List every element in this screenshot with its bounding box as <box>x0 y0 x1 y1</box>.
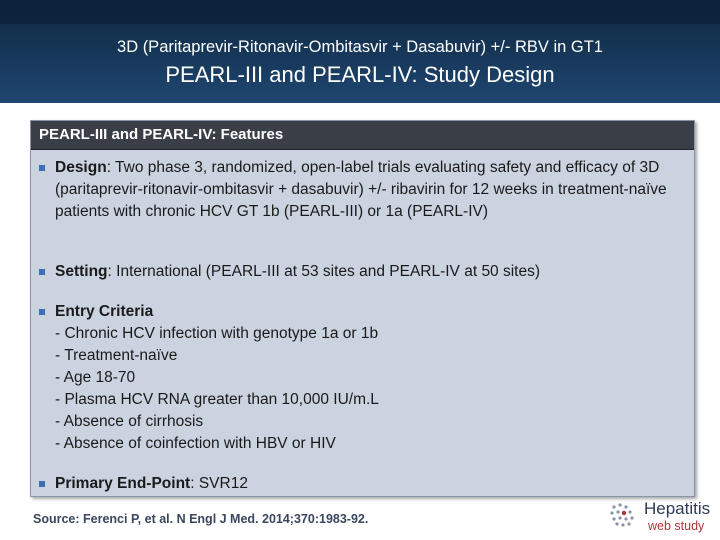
source-citation: Source: Ferenci P, et al. N Engl J Med. 2014;370:1983-92. <box>33 512 369 526</box>
design-label: Design <box>55 159 107 176</box>
entry-label: Entry Criteria <box>55 303 154 320</box>
bullet-marker <box>39 165 45 171</box>
slide-subtitle: 3D (Paritaprevir-Ritonavir-Ombitasvir + Dasabuvir) +/- RBV in GT1 <box>117 38 603 56</box>
entry-item: - Age 18-70 <box>55 369 136 386</box>
hepatitis-web-study-logo <box>608 498 712 536</box>
logo-text-web-study: web study <box>648 519 705 533</box>
entry-item: - Treatment-naïve <box>55 347 178 364</box>
bullet-primary-endpoint <box>39 473 248 495</box>
logo-dots-icon <box>608 501 638 531</box>
entry-item: - Chronic HCV infection with genotype 1a or 1b <box>55 325 379 342</box>
logo-text-hepatitis: Hepatitis <box>644 499 711 518</box>
setting-label: Setting <box>55 263 108 280</box>
bullet-marker <box>39 481 45 487</box>
bullet-entry-criteria <box>39 301 379 455</box>
header-stripe <box>0 0 720 24</box>
design-text: : Two phase 3, randomized, open-label trials evaluating safety and efficacy of 3D (paritaprevir-ritonavir-ombitasvir + dasabuvir) +/- ribavirin for 12 weeks in treatment-naïve patients with chronic HCV GT 1b (PEARL-III) or 1a (PEARL-IV) <box>55 159 667 220</box>
features-panel <box>30 120 695 497</box>
endpoint-text: : SVR12 <box>190 475 248 492</box>
slide-header <box>0 0 720 103</box>
entry-item: - Absence of cirrhosis <box>55 413 204 430</box>
bullet-marker <box>39 309 45 315</box>
panel-heading: PEARL-III and PEARL-IV: Features <box>31 121 694 150</box>
bullet-design <box>39 157 684 223</box>
slide-title: PEARL-III and PEARL-IV: Study Design <box>165 62 555 87</box>
setting-text: : International (PEARL-III at 53 sites and PEARL-IV at 50 sites) <box>107 263 541 280</box>
entry-item: - Absence of coinfection with HBV or HIV <box>55 435 336 452</box>
entry-item: - Plasma HCV RNA greater than 10,000 IU/m.L <box>55 391 379 408</box>
bullet-setting <box>39 261 540 283</box>
endpoint-label: Primary End-Point <box>55 475 191 492</box>
bullet-marker <box>39 269 45 275</box>
